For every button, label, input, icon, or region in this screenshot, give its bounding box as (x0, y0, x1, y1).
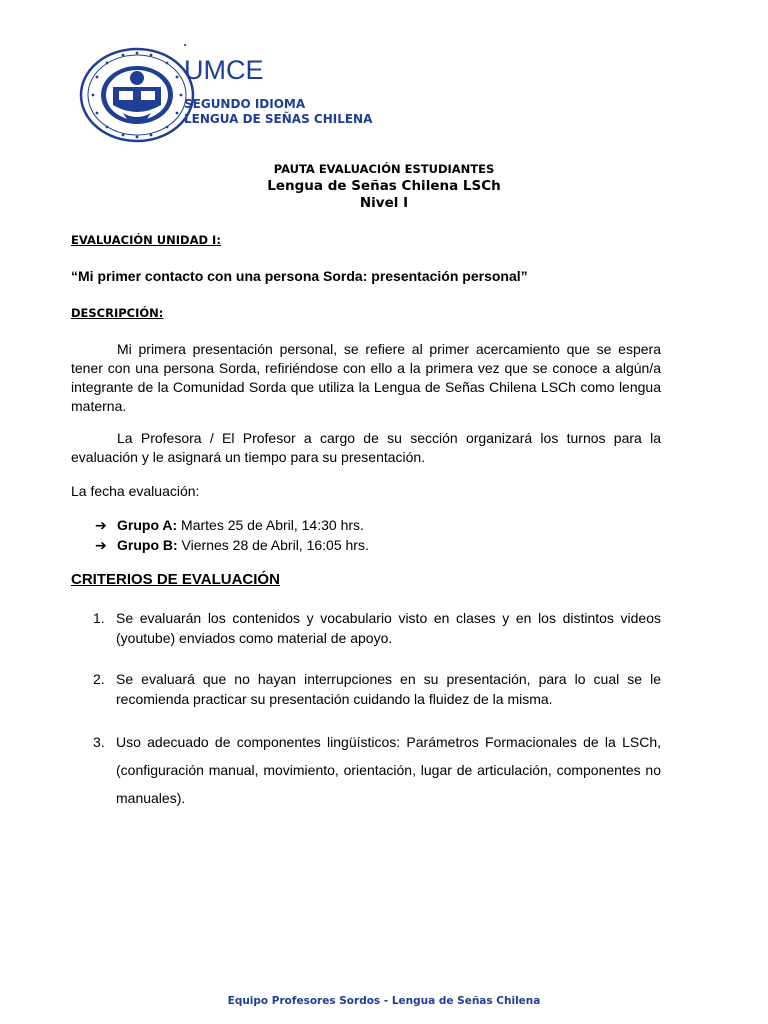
criteria-text: Se evaluará que no hayan interrupciones en su presentación, para lo cual se le recomienda practicar su presentación cuidando la fluidez de la misma. (116, 671, 661, 707)
org-name: UMCE (184, 55, 264, 85)
arrow-right-icon: ➔ (95, 538, 107, 554)
criteria-text: Se evaluarán los contenidos y vocabulario visto en clases y en los distintos videos (youtube) enviados como material de apoyo. (116, 610, 661, 646)
criteria-title: CRITERIOS DE EVALUACIÓN (71, 571, 280, 588)
header-subtitle-2: LENGUA DE SEÑAS CHILENA (184, 112, 373, 126)
header-dot (184, 44, 186, 46)
description-paragraph-1: Mi primera presentación personal, se refiere al primer acercamiento que se espera tener con una persona Sorda, refiriéndose con ello a la primera vez que se conoce a algún/a integrante de la Comunidad Sorda que utiliza la Lengua de Señas Chilena LSCh como lengua materna. (71, 341, 661, 414)
date-label: La fecha evaluación: (71, 483, 200, 499)
header-subtitle-1: SEGUNDO IDIOMA (184, 97, 306, 111)
doc-title: PAUTA EVALUACIÓN ESTUDIANTES (273, 162, 495, 176)
group-a-item (95, 516, 364, 536)
unit-label: EVALUACIÓN UNIDAD I: (71, 233, 221, 247)
page-footer: Equipo Profesores Sordos - Lengua de Señas Chilena (227, 995, 541, 1007)
criteria-number: 2. (93, 671, 105, 687)
criteria-text: Uso adecuado de componentes lingüísticos: Parámetros Formacionales de la LSCh, (configuración manual, movimiento, orientación, lugar de articulación, componentes no manuales). (116, 734, 661, 806)
description-paragraph-2: La Profesora / El Profesor a cargo de su sección organizará los turnos para la evaluación y le asignará un tiempo para su presentación. (71, 430, 661, 465)
group-b-item (95, 536, 369, 556)
criteria-item (93, 728, 661, 812)
doc-level: Nivel I (359, 195, 409, 211)
criteria-item (93, 608, 661, 648)
criteria-item (93, 669, 661, 709)
group-name: Grupo A: (117, 517, 178, 533)
criteria-number: 1. (93, 610, 105, 626)
group-date: Viernes 28 de Abril, 16:05 hrs. (177, 537, 369, 553)
doc-subtitle: Lengua de Señas Chilena LSCh (267, 178, 501, 194)
group-date: Martes 25 de Abril, 14:30 hrs. (177, 517, 364, 533)
criteria-number: 3. (93, 734, 105, 750)
group-name: Grupo B: (117, 537, 178, 553)
unit-title: “Mi primer contacto con una persona Sorda: presentación personal” (71, 268, 528, 284)
umce-seal-icon (79, 47, 195, 143)
arrow-right-icon: ➔ (95, 518, 107, 534)
description-label: DESCRIPCIÓN: (71, 306, 164, 320)
